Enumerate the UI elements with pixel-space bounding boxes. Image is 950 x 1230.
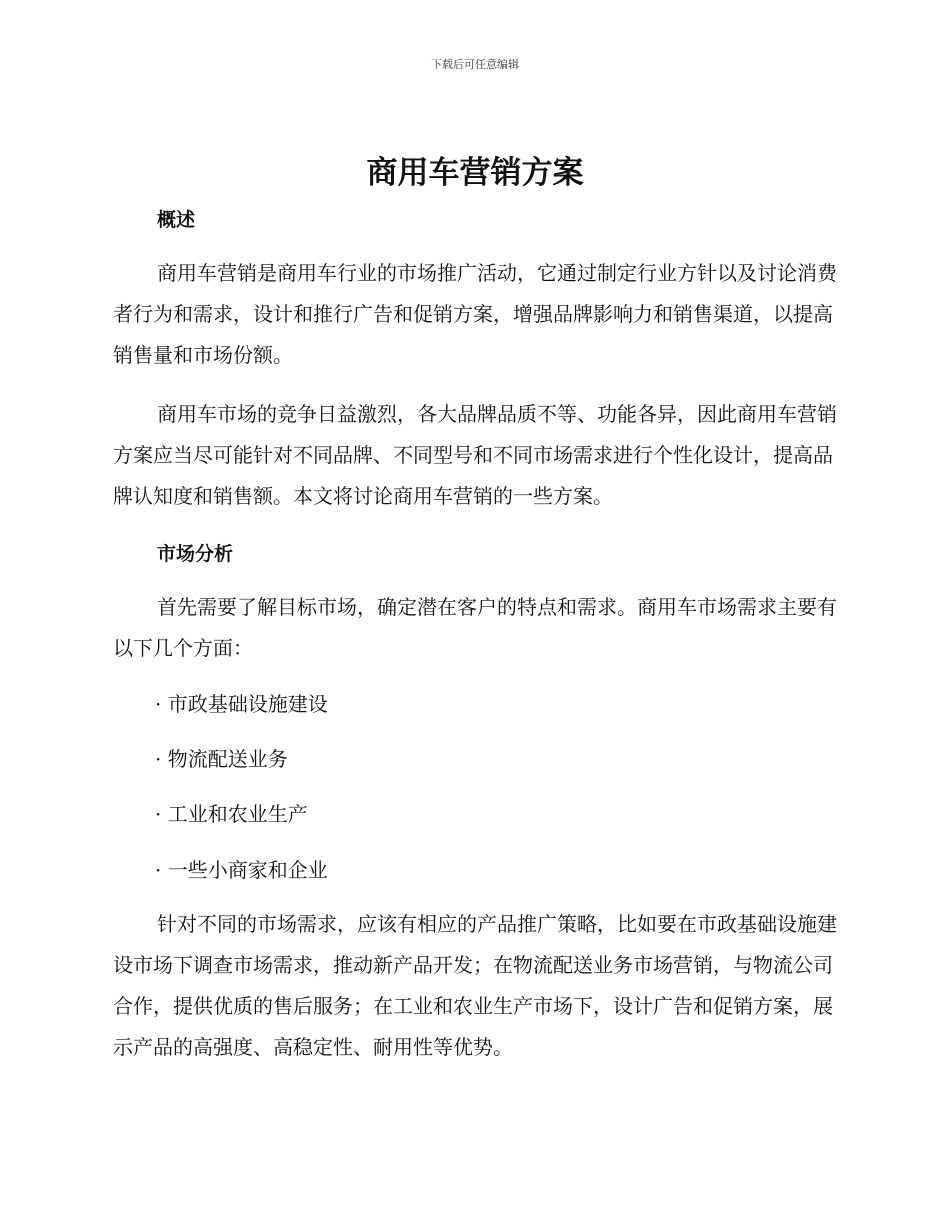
- list-item: · 物流配送业务: [155, 747, 288, 771]
- list-item: · 工业和农业生产: [155, 802, 308, 826]
- paragraph-market-intro: 首先需要了解目标市场，确定潜在客户的特点和需求。商用车市场需求主要有以下几个方面：: [113, 595, 837, 660]
- list-item: · 市政基础设施建设: [155, 692, 328, 716]
- list-item: · 一些小商家和企业: [155, 858, 328, 882]
- section-heading-market-analysis: 市场分析: [157, 543, 234, 565]
- paragraph-overview-2: 商用车市场的竞争日益激烈，各大品牌品质不等、功能各异，因此商用车营销方案应当尽可能针对不同品牌、不同型号和不同市场需求进行个性化设计，提高品牌认知度和销售额。本文将讨论商用车营销的一些方案。: [113, 402, 837, 508]
- header-note: 下载后可任意编辑: [431, 58, 519, 71]
- document-title: 商用车营销方案: [366, 155, 584, 191]
- paragraph-market-conclusion: 针对不同的市场需求，应该有相应的产品推广策略，比如要在市政基础设施建设市场下调查市场需求，推动新产品开发；在物流配送业务市场营销，与物流公司合作，提供优质的售后服务；在工业和农业生产市场下，设计广告和促销方案，展示产品的高强度、高稳定性、耐用性等优势。: [113, 912, 837, 1059]
- paragraph-overview-1: 商用车营销是商用车行业的市场推广活动，它通过制定行业方针以及讨论消费者行为和需求，设计和推行广告和促销方案，增强品牌影响力和销售渠道，以提高销售量和市场份额。: [113, 261, 837, 367]
- section-heading-overview: 概述: [157, 209, 196, 231]
